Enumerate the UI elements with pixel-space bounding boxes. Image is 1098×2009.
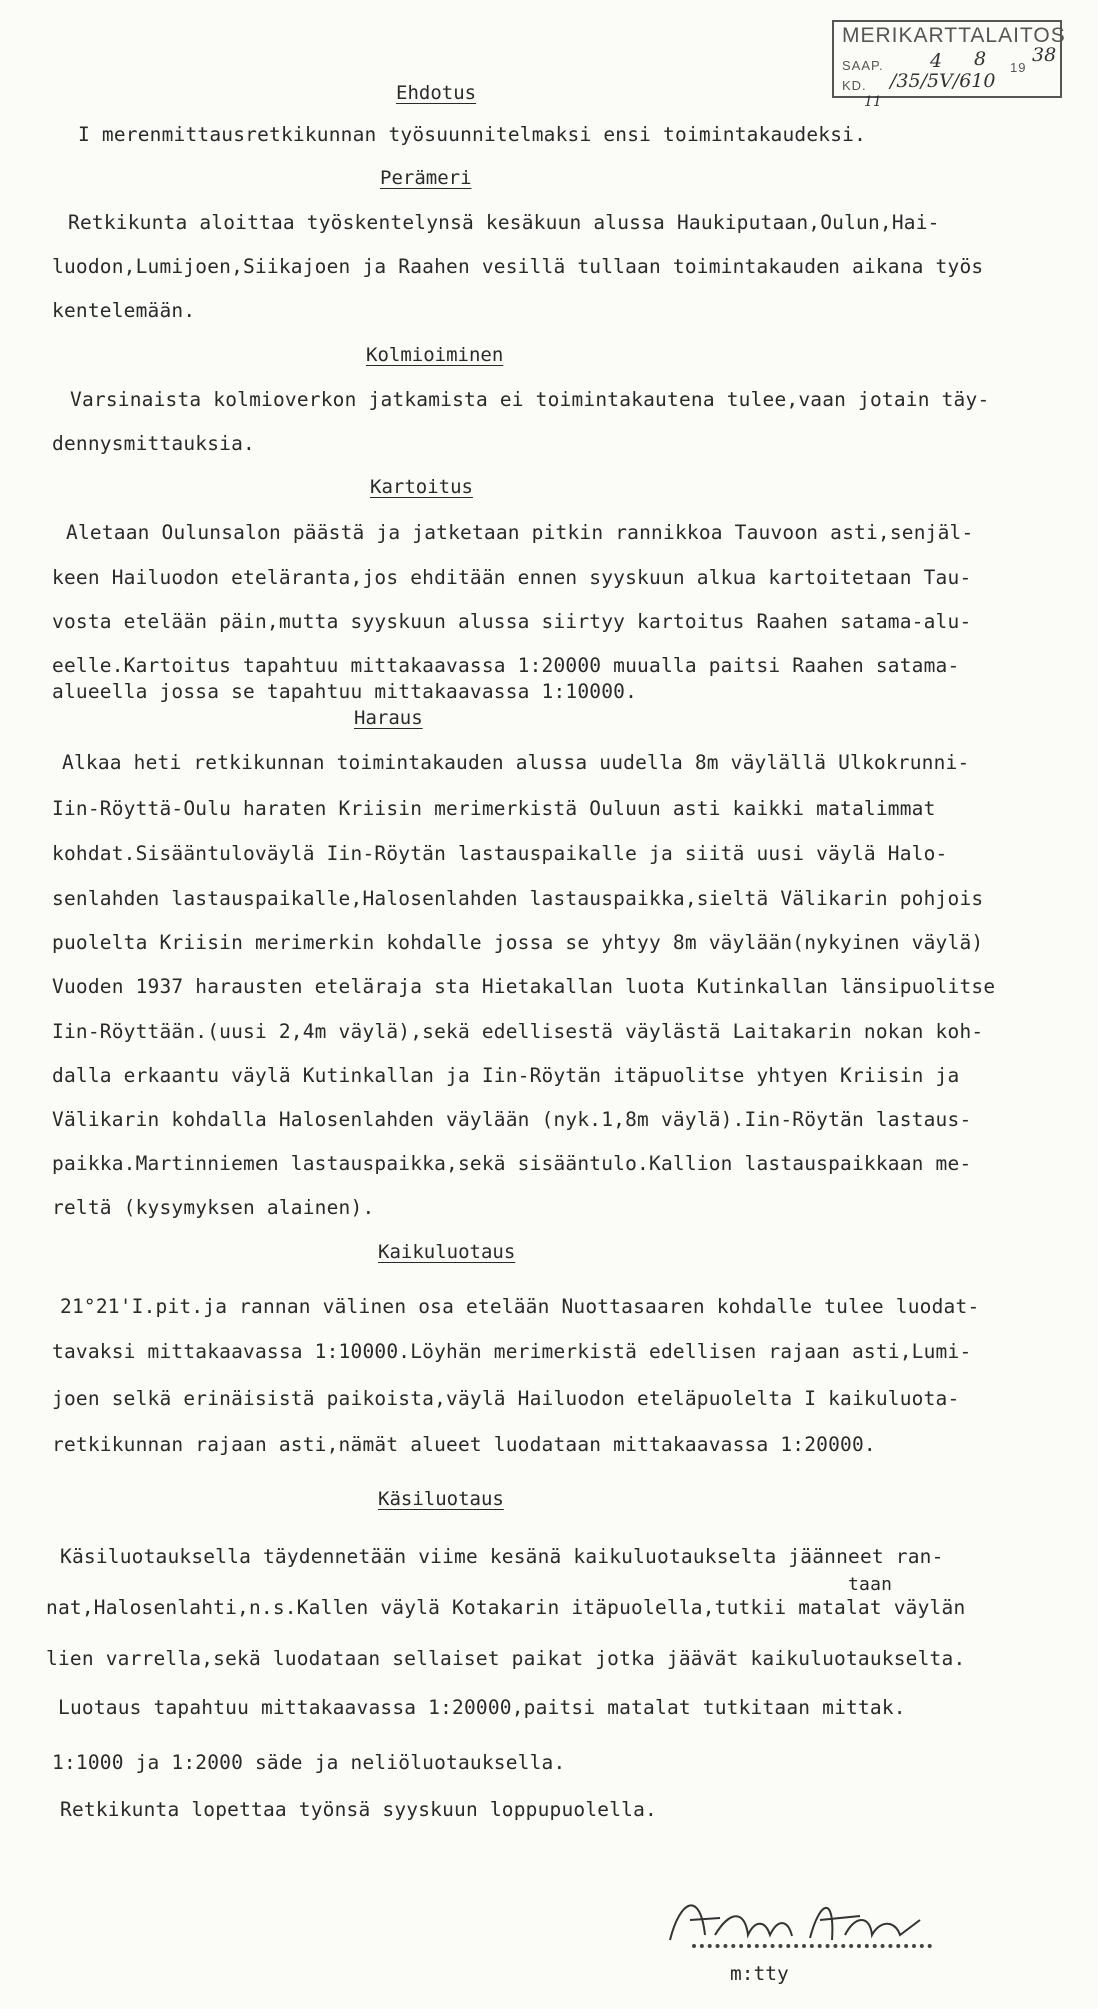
- section-line: Retkikunta lopettaa työnsä syyskuun loppupuolella.: [60, 1798, 657, 1821]
- section-line: lien varrella,sekä luodataan sellaiset paikat jotka jäävät kaikuluotaukselta.: [46, 1647, 966, 1670]
- stamp-title: MERIKARTTALAITOS: [842, 24, 1066, 47]
- signature-scribble-icon: [660, 1880, 950, 1970]
- stamp-saap-label: SAAP.: [842, 58, 884, 73]
- section-line: Välikarin kohdalla Halosenlahden väylään (nyk.1,8m väylä).Iin-Röytän lastaus-: [52, 1108, 972, 1131]
- section-line: Käsiluotauksella täydennetään viime kesänä kaikuluotaukselta jäänneet ran-: [60, 1545, 944, 1568]
- section-line: 1:1000 ja 1:2000 säde ja neliöluotauksella.: [52, 1751, 566, 1774]
- section-line: Luotaus tapahtuu mittakaavassa 1:20000,paitsi matalat tutkitaan mittak.: [58, 1696, 906, 1719]
- document-subtitle: I merenmittausretkikunnan työsuunnitelmaksi ensi toimintakaudeksi.: [78, 123, 867, 146]
- stamp-kd-label: KD.: [842, 78, 867, 93]
- signature-title: m:tty: [730, 1962, 789, 1985]
- stamp-extra-mark: 11: [864, 94, 882, 110]
- section-line: senlahden lastauspaikalle,Halosenlahden lastauspaikka,sieltä Välikarin pohjois: [52, 887, 984, 910]
- stamp-saap-day: 4: [930, 50, 943, 72]
- intro-line: luodon,Lumijoen,Siikajoen ja Raahen vesillä tullaan toimintakauden aikana työs: [52, 255, 984, 278]
- section-line: reltä (kysymyksen alainen).: [52, 1196, 375, 1219]
- section-line: joen selkä erinäisistä paikoista,väylä Hailuodon eteläpuolelta I kaikuluota-: [52, 1387, 960, 1410]
- stamp-saap-year: 38: [1032, 44, 1057, 66]
- stamp-saap-month: 8: [974, 48, 987, 70]
- region-heading: Perämeri: [380, 167, 472, 189]
- section-line: Varsinaista kolmioverkon jatkamista ei toimintakautena tulee,vaan jotain täy-: [70, 388, 990, 411]
- signature: [660, 1880, 950, 1970]
- handwritten-insert: taan: [848, 1574, 893, 1595]
- section-line: tavaksi mittakaavassa 1:10000.Löyhän merimerkistä edellisen rajaan asti,Lumi-: [52, 1340, 972, 1363]
- intro-line: Retkikunta aloittaa työskentelynsä kesäkuun alussa Haukiputaan,Oulun,Hai-: [68, 211, 940, 234]
- section-line: Aletaan Oulunsalon päästä ja jatketaan pitkin rannikkoa Tauvoon asti,senjäl-: [66, 521, 974, 544]
- section-line: dennysmittauksia.: [52, 432, 255, 455]
- section-line: vosta etelään päin,mutta syyskuun alussa siirtyy kartoitus Raahen satama-alu-: [52, 610, 972, 633]
- section-heading-kaikuluotaus: Kaikuluotaus: [378, 1241, 516, 1263]
- section-heading-haraus: Haraus: [354, 707, 423, 729]
- stamp-kd-number: /35/5V/610: [890, 70, 996, 92]
- section-line: kohdat.Sisääntuloväylä Iin-Röytän lastauspaikalle ja siitä uusi väylä Halo-: [52, 842, 948, 865]
- section-line: eelle.Kartoitus tapahtuu mittakaavassa 1:20000 muualla paitsi Raahen satama-: [52, 654, 960, 677]
- section-heading-kolmioiminen: Kolmioiminen: [366, 344, 504, 366]
- stamp-year-prefix: 19: [1010, 60, 1027, 75]
- section-line: paikka.Martinniemen lastauspaikka,sekä sisääntulo.Kallion lastauspaikkaan me-: [52, 1152, 972, 1175]
- section-line: puolelta Kriisin merimerkin kohdalle jossa se yhtyy 8m väylään(nykyinen väylä): [52, 931, 984, 954]
- section-line: Vuoden 1937 harausten eteläraja sta Hietakallan luota Kutinkallan länsipuolitse: [52, 975, 996, 998]
- section-heading-kartoitus: Kartoitus: [370, 476, 473, 498]
- section-line: Iin-Röyttä-Oulu haraten Kriisin merimerkistä Ouluun asti kaikki matalimmat: [52, 797, 936, 820]
- registry-stamp: [832, 20, 1066, 98]
- section-line: nat,Halosenlahti,n.s.Kallen väylä Kotakarin itäpuolella,tutkii matalat väylän: [46, 1596, 966, 1619]
- intro-line: kentelemään.: [52, 299, 196, 322]
- document-title: Ehdotus: [396, 82, 477, 104]
- section-line: Alkaa heti retkikunnan toimintakauden alussa uudella 8m väylällä Ulkokrunni-: [62, 751, 970, 774]
- section-line: keen Hailuodon eteläranta,jos ehditään ennen syyskuun alkua kartoitetaan Tau-: [52, 566, 972, 589]
- section-heading-kasiluotaus: Käsiluotaus: [378, 1488, 504, 1510]
- section-line: dalla erkaantu väylä Kutinkallan ja Iin-Röytän itäpuolitse yhtyen Kriisin ja: [52, 1064, 960, 1087]
- section-line: Iin-Röyttään.(uusi 2,4m väylä),sekä edellisestä väylästä Laitakarin nokan koh-: [52, 1020, 984, 1043]
- section-line: retkikunnan rajaan asti,nämät alueet luodataan mittakaavassa 1:20000.: [52, 1433, 876, 1456]
- signature-dotted-line: [692, 1944, 932, 1948]
- section-line: 21°21'I.pit.ja rannan välinen osa etelään Nuottasaaren kohdalle tulee luodat-: [60, 1295, 980, 1318]
- section-line: alueella jossa se tapahtuu mittakaavassa 1:10000.: [52, 680, 638, 703]
